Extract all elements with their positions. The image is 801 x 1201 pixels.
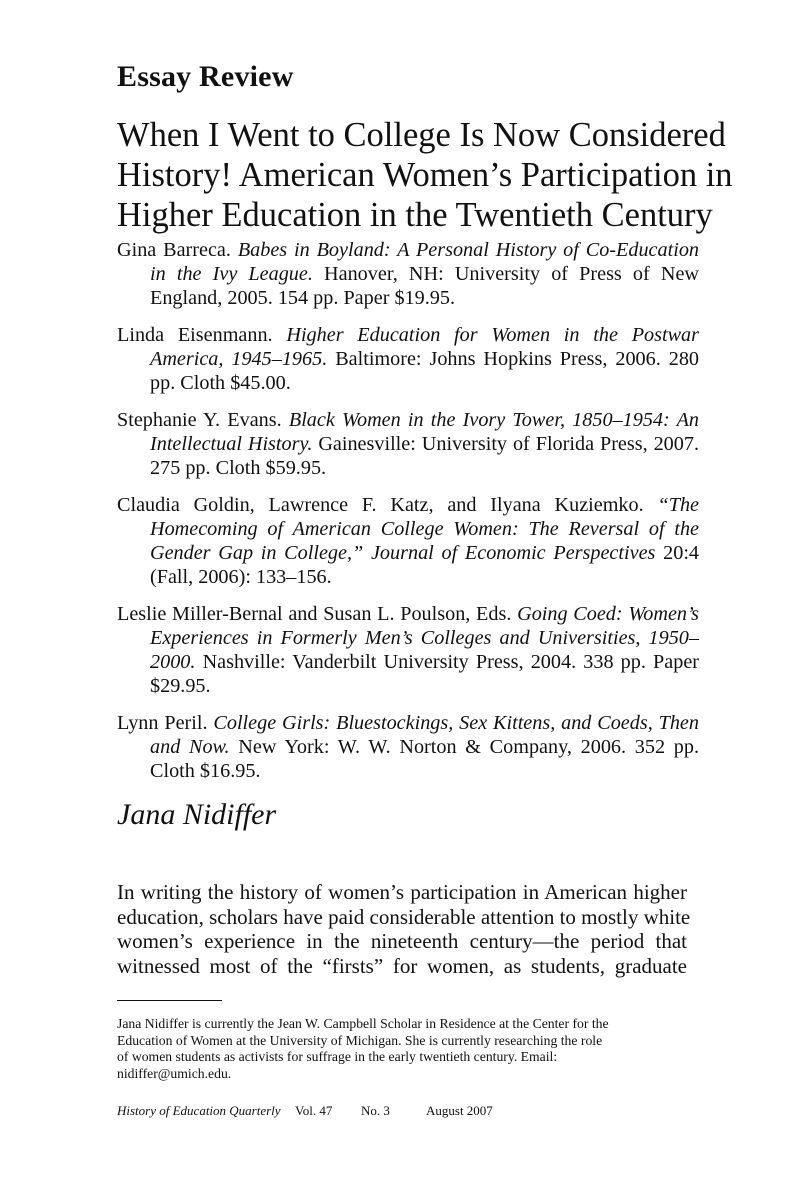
body-line: In writing the history of women’s participation in American higher (117, 880, 687, 904)
volume: Vol. 47 (295, 1103, 333, 1118)
ref-title: Black Women in the Ivory Tower, 1850–1954: An Intellectual History. (150, 409, 699, 455)
book-reference (117, 323, 699, 395)
issue-number: No. 3 (361, 1103, 390, 1118)
ref-author: Stephanie Y. Evans. (117, 409, 282, 431)
ref-author: Claudia Goldin, Lawrence F. Katz, and Ilyana Kuziemko. (117, 494, 644, 516)
body-paragraph (117, 880, 691, 978)
body-line: women’s experience in the nineteenth century—the period that (117, 929, 687, 953)
book-reference (117, 408, 699, 480)
ref-details: Hanover, NH: University of Press of New England, 2005. 154 pp. Paper $19.95. (150, 263, 699, 309)
essay-author: Jana Nidiffer (117, 798, 277, 831)
journal-name: History of Education Quarterly (117, 1103, 281, 1118)
ref-details: New York: W. W. Norton & Company, 2006. 352 pp. Cloth $16.95. (150, 736, 700, 782)
book-reference (117, 238, 699, 310)
ref-details: Baltimore: Johns Hopkins Press, 2006. 280 pp. Cloth $45.00. (150, 348, 700, 394)
book-reference (117, 711, 699, 783)
ref-title: College Girls: Bluestockings, Sex Kittens, and Coeds, Then and Now. (150, 712, 699, 758)
title-line: Higher Education in the Twentieth Century (117, 196, 713, 234)
author-footnote (117, 1016, 693, 1082)
book-reference (117, 602, 699, 698)
footnote-line: of women students as activists for suffrage in the early twentieth century. Email: (117, 1049, 558, 1064)
title-line: History! American Women’s Participation in (117, 156, 733, 194)
footnote-line: nidiffer@umich.edu. (117, 1065, 232, 1081)
reviewed-books-list (117, 238, 699, 796)
ref-details: 20:4 (Fall, 2006): 133–156. (150, 542, 700, 588)
title-line: When I Went to College Is Now Considered (117, 116, 726, 154)
ref-author: Linda Eisenmann. (117, 324, 273, 346)
footnote-line: Jana Nidiffer is currently the Jean W. Campbell Scholar in Residence at the Center for the (117, 1016, 609, 1031)
running-footer (117, 1103, 493, 1119)
body-line: witnessed most of the “firsts” for women, as students, graduate (117, 953, 687, 978)
ref-title: Going Coed: Women’s Experiences in Formerly Men’s Colleges and Universities, 1950–2000. (150, 603, 700, 673)
ref-title: Babes in Boyland: A Personal History of Co-Education in the Ivy League. (150, 239, 700, 285)
ref-author: Leslie Miller-Bernal and Susan L. Poulson, Eds. (117, 603, 512, 625)
book-reference (117, 493, 699, 589)
ref-details: Gainesville: University of Florida Press, 2007. 275 pp. Cloth $59.95. (150, 433, 699, 479)
ref-details: Nashville: Vanderbilt University Press, 2004. 338 pp. Paper $29.95. (150, 651, 700, 697)
ref-author: Gina Barreca. (117, 239, 231, 261)
ref-title: “The Homecoming of American College Women: The Reversal of the Gender Gap in College,” Journal of Economic Perspectives (150, 494, 699, 564)
issue-date: August 2007 (426, 1103, 493, 1118)
footnote-divider (117, 1000, 222, 1001)
footnote-line: Education of Women at the University of Michigan. She is currently researching the role (117, 1032, 603, 1048)
essay-title (117, 115, 737, 235)
ref-author: Lynn Peril. (117, 712, 208, 734)
ref-title: Higher Education for Women in the Postwar America, 1945–1965. (150, 324, 699, 370)
body-line: education, scholars have paid considerable attention to mostly white (117, 904, 691, 929)
section-label: Essay Review (117, 60, 294, 93)
